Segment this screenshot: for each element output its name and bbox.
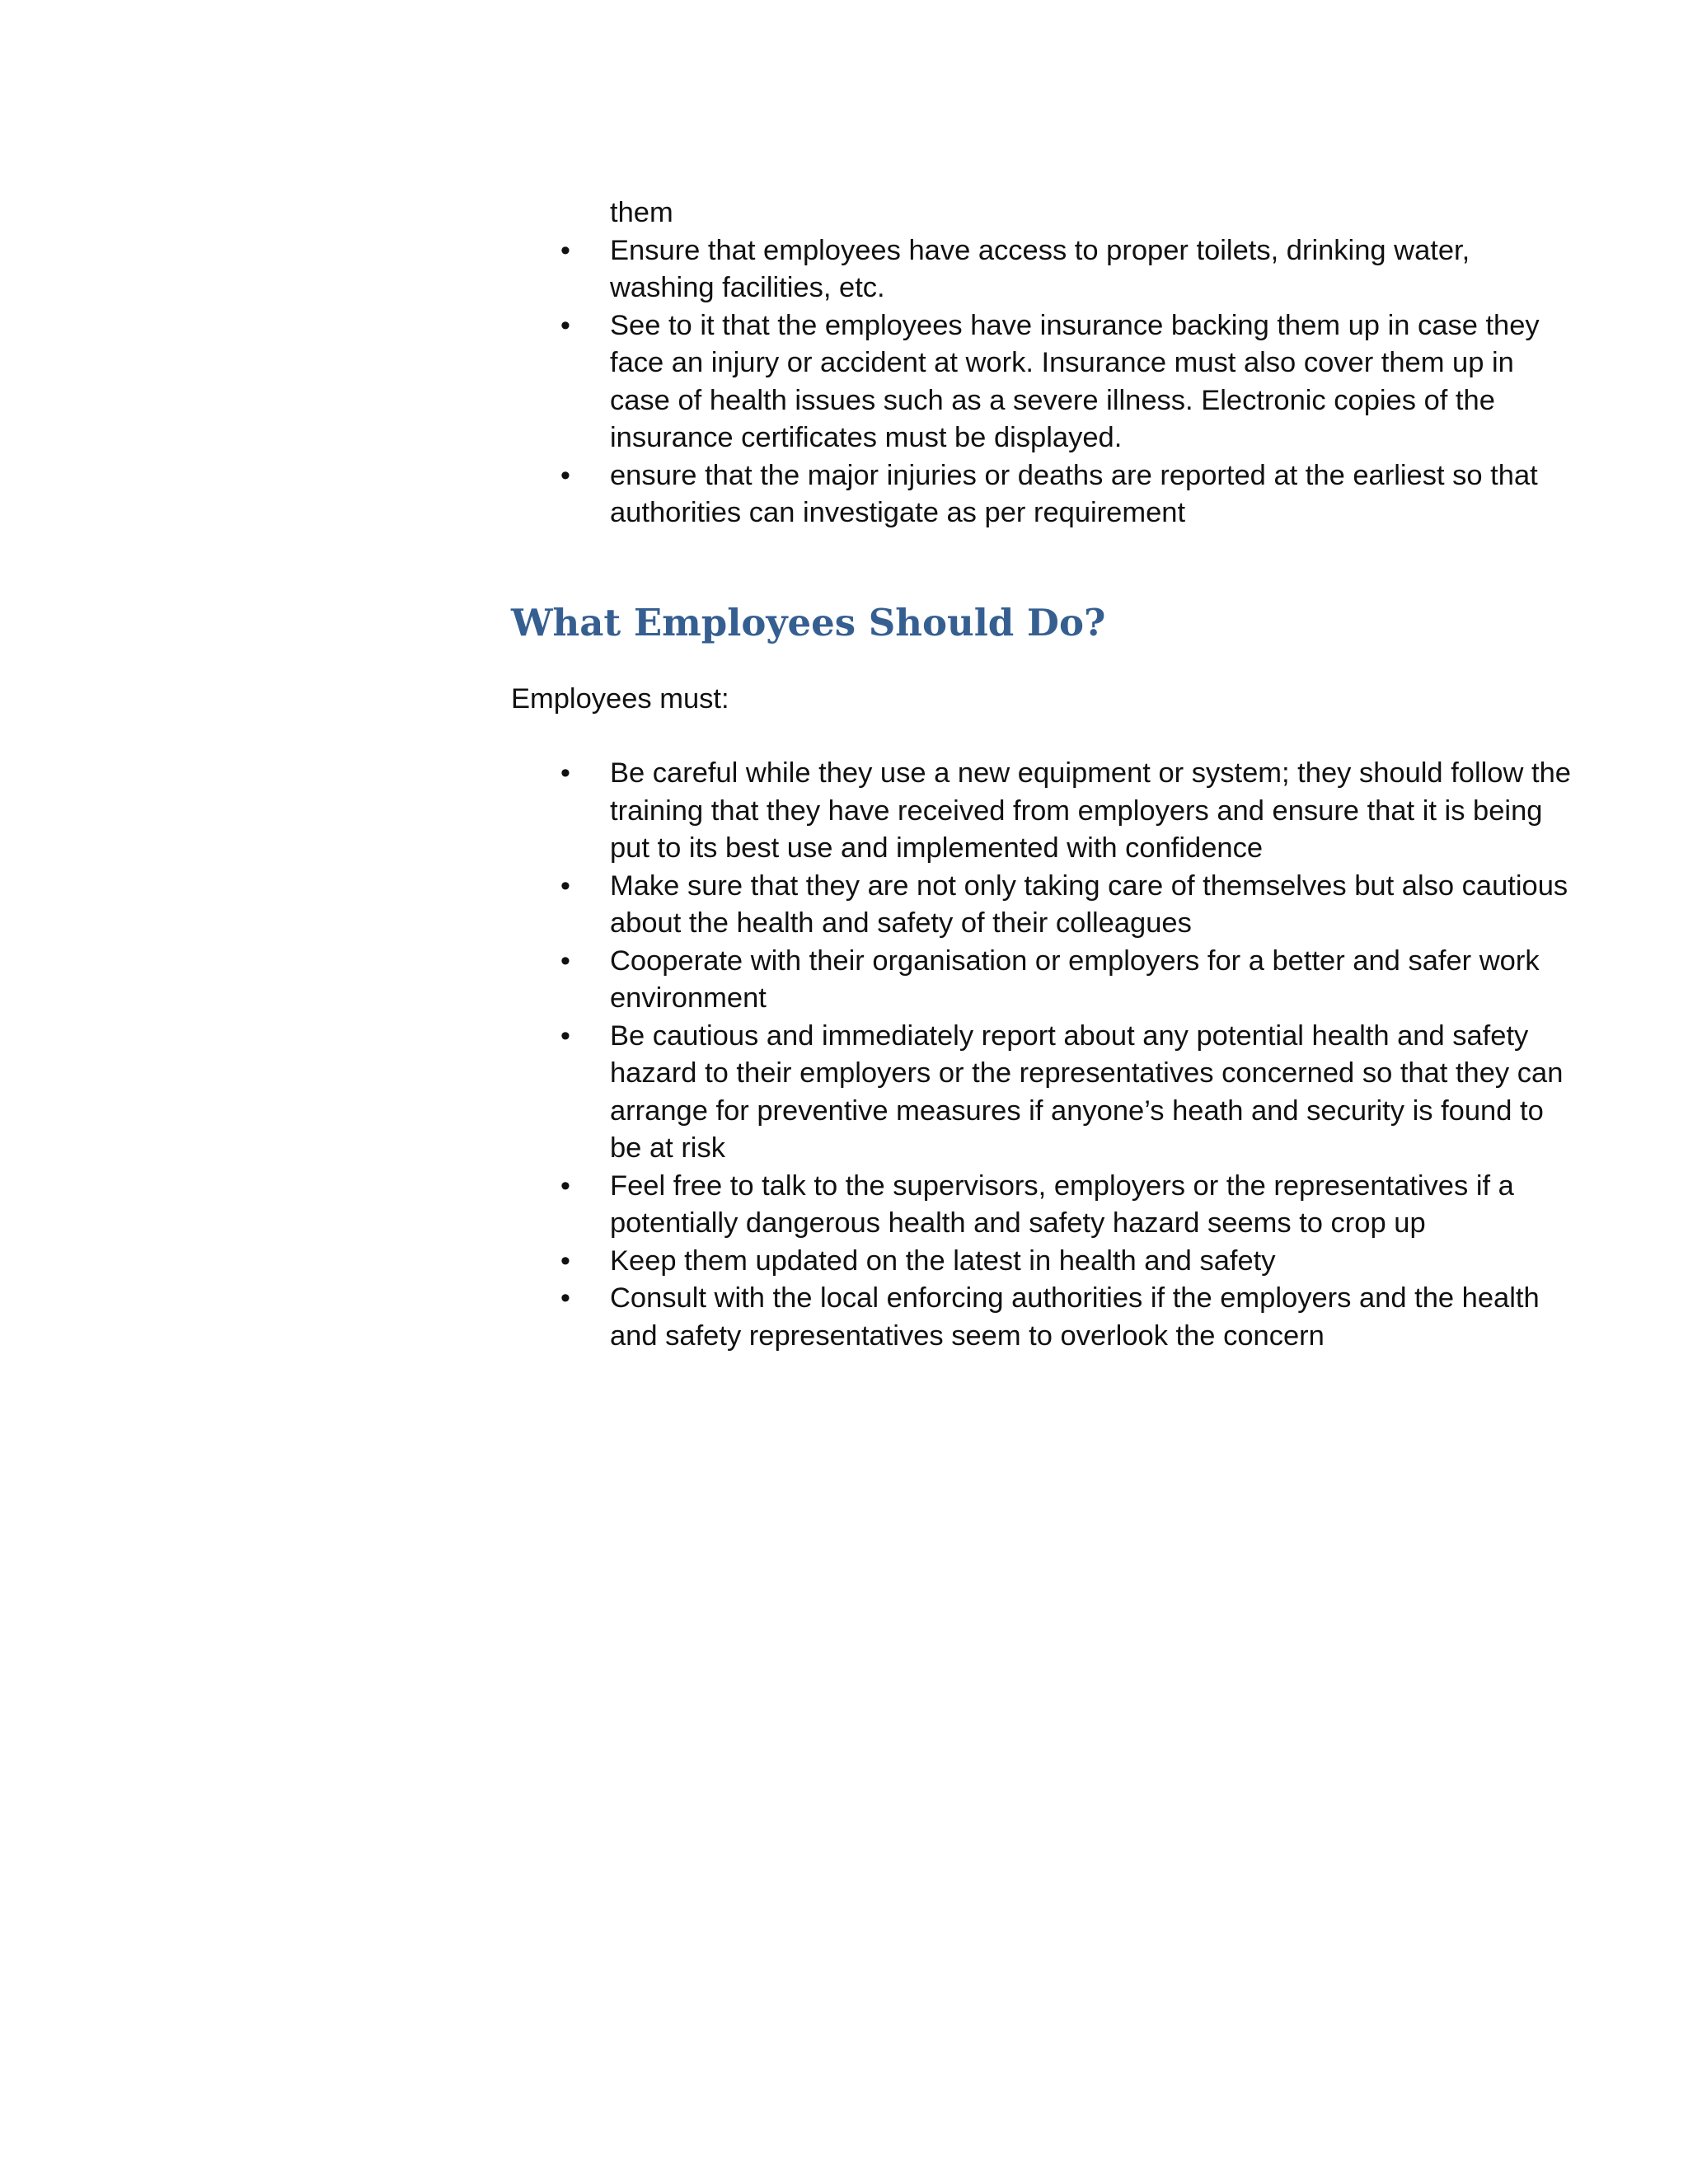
section-intro: Employees must: (511, 682, 729, 715)
list-item-text: Make sure that they are not only taking care of themselves but also cautious about the health and safety of their colleagues (610, 869, 1568, 939)
bullet-icon: • (560, 1244, 570, 1277)
bullet-icon: • (560, 234, 570, 266)
bullet-icon: • (560, 1019, 570, 1052)
list-item-text: Cooperate with their organisation or employers for a better and safer work environment (610, 944, 1540, 1014)
bullet-icon: • (560, 1282, 570, 1314)
employer-duties-list (511, 232, 1574, 532)
list-item (511, 307, 1574, 457)
list-item (511, 943, 1574, 1018)
list-item (511, 457, 1574, 532)
bullet-icon: • (560, 757, 570, 789)
list-item (511, 1018, 1574, 1168)
list-item-text: Ensure that employees have access to proper toilets, drinking water, washing facilities, etc. (610, 234, 1470, 303)
list-item-text: ensure that the major injuries or deaths are reported at the earliest so that authorities can investigate as per requirement (610, 459, 1538, 528)
bullet-icon: • (560, 869, 570, 902)
list-item-text: Feel free to talk to the supervisors, employers or the representatives if a potentially dangerous health and safety hazard seems to crop up (610, 1169, 1514, 1239)
list-item (511, 1243, 1574, 1281)
bullet-icon: • (560, 309, 570, 341)
employee-duties-list (511, 755, 1574, 1355)
bullet-icon: • (560, 944, 570, 977)
bullet-icon: • (560, 459, 570, 491)
list-item (511, 1280, 1574, 1355)
list-item-text: Consult with the local enforcing authorities if the employers and the health and safety representatives seem to overlook the concern (610, 1282, 1540, 1352)
list-item-text: Keep them updated on the latest in health and safety (610, 1244, 1276, 1277)
bullet-icon: • (560, 1169, 570, 1202)
list-item (511, 1168, 1574, 1243)
section-heading: What Employees Should Do? (511, 600, 1106, 644)
list-item-continuation: them (610, 197, 673, 228)
list-item (511, 755, 1574, 868)
list-item (511, 868, 1574, 943)
list-item-text: Be cautious and immediately report about any potential health and safety hazard to their employers or the representatives concerned so that they can arrange for preventive measures if anyone’s heath and security is found to be at risk (610, 1019, 1564, 1164)
list-item-text: Be careful while they use a new equipment or system; they should follow the training that they have received from employers and ensure that it is being put to its best use and implemented with confidence (610, 757, 1571, 864)
list-item (511, 232, 1574, 307)
list-item-text: See to it that the employees have insurance backing them up in case they face an injury or accident at work. Insurance must also cover them up in case of health issues such as a severe illness. Electronic copies of the insurance certificates must be displayed. (610, 309, 1540, 453)
page-content (511, 194, 1574, 1355)
